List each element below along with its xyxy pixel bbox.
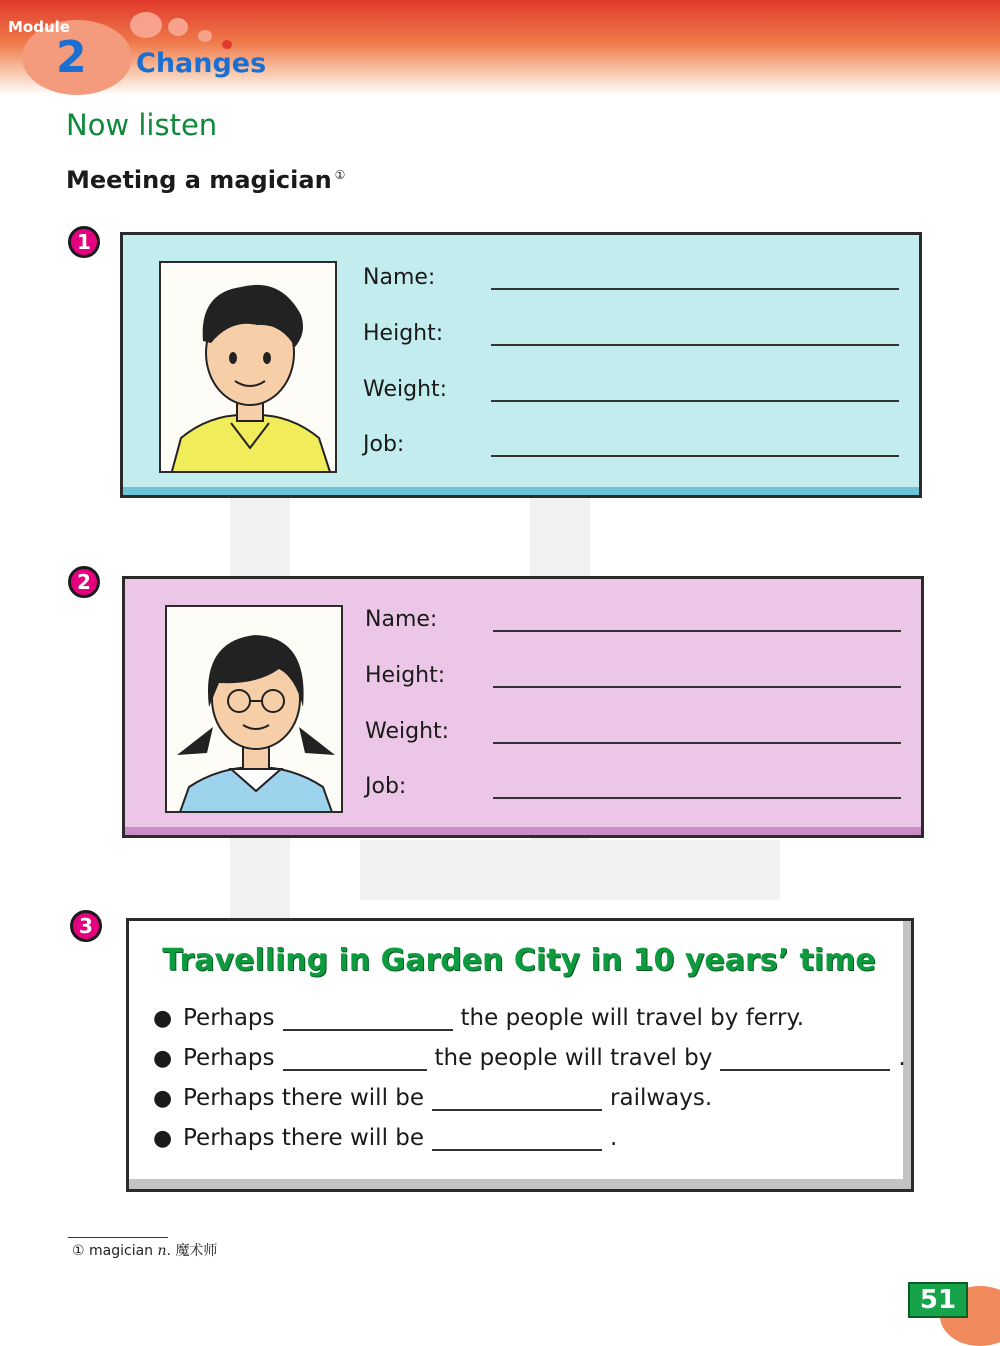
module-number: 2 [56, 32, 87, 83]
job-answer-line[interactable] [493, 777, 901, 799]
item-number-badge: 2 [68, 566, 100, 598]
weight-answer-line[interactable] [491, 380, 899, 402]
task3-title: Travelling in Garden City in 10 years’ time [162, 943, 876, 978]
footnote-word: magician [89, 1243, 154, 1259]
sentence-text: Perhaps [183, 1005, 275, 1031]
task3-box [126, 918, 914, 1192]
sentence-text: the people will travel by ferry. [460, 1005, 805, 1031]
name-label: Name: [365, 607, 438, 632]
height-label: Height: [365, 663, 446, 688]
job-label: Job: [365, 774, 407, 799]
header-blob [130, 12, 162, 38]
name-answer-line[interactable] [491, 268, 899, 290]
girl-portrait [165, 605, 343, 813]
job-answer-line[interactable] [491, 435, 899, 457]
sentence-text: railways. [610, 1085, 713, 1111]
name-row [363, 265, 899, 290]
girl-illustration [167, 607, 343, 813]
sentence-text: Perhaps [183, 1045, 275, 1071]
sentence-3 [153, 1085, 712, 1111]
height-label: Height: [363, 321, 444, 346]
sentence-2 [153, 1045, 906, 1071]
weight-row [363, 377, 899, 402]
answer-blank[interactable] [283, 1047, 427, 1071]
job-row [365, 774, 901, 799]
bullet-icon: ● [153, 1046, 173, 1071]
name-answer-line[interactable] [493, 610, 901, 632]
module-title: Changes [136, 48, 267, 79]
weight-label: Weight: [363, 377, 448, 402]
header-blob [168, 18, 188, 36]
footnote-ref: ① [334, 168, 346, 182]
height-row [365, 663, 901, 688]
sentence-4 [153, 1125, 617, 1151]
section-title: Now listen [66, 108, 218, 142]
boy-illustration [161, 263, 337, 473]
footnote [72, 1240, 217, 1260]
header-blob [198, 30, 212, 42]
sentence-text: the people will travel by [434, 1045, 713, 1071]
profile-card-2 [122, 576, 924, 838]
boy-portrait [159, 261, 337, 473]
sentence-text: . [610, 1125, 618, 1151]
answer-blank[interactable] [283, 1007, 453, 1031]
item-number-badge: 3 [70, 910, 102, 942]
footnote-meaning: 魔术师 [175, 1243, 218, 1259]
weight-row [365, 719, 901, 744]
height-answer-line[interactable] [491, 324, 899, 346]
answer-blank[interactable] [432, 1127, 602, 1151]
height-row [363, 321, 899, 346]
height-answer-line[interactable] [493, 666, 901, 688]
bullet-icon: ● [153, 1006, 173, 1031]
answer-blank[interactable] [432, 1087, 602, 1111]
footnote-divider [68, 1237, 168, 1238]
footnote-marker: ① [72, 1243, 85, 1259]
weight-answer-line[interactable] [493, 722, 901, 744]
subtitle [66, 166, 345, 194]
name-row [365, 607, 901, 632]
job-row [363, 432, 899, 457]
sentence-1 [153, 1005, 804, 1031]
footnote-pos: n. [157, 1243, 171, 1259]
answer-blank[interactable] [720, 1047, 890, 1071]
name-label: Name: [363, 265, 436, 290]
bullet-icon: ● [153, 1126, 173, 1151]
bullet-icon: ● [153, 1086, 173, 1111]
module-label: Module [8, 18, 70, 36]
sentence-text: Perhaps there will be [183, 1125, 425, 1151]
page-number: 51 [908, 1282, 968, 1318]
item-number-badge: 1 [68, 226, 100, 258]
weight-label: Weight: [365, 719, 450, 744]
profile-card-1 [120, 232, 922, 498]
subtitle-text: Meeting a magician [66, 166, 332, 194]
job-label: Job: [363, 432, 405, 457]
sentence-text: Perhaps there will be [183, 1085, 425, 1111]
sentence-text: . [898, 1045, 906, 1071]
